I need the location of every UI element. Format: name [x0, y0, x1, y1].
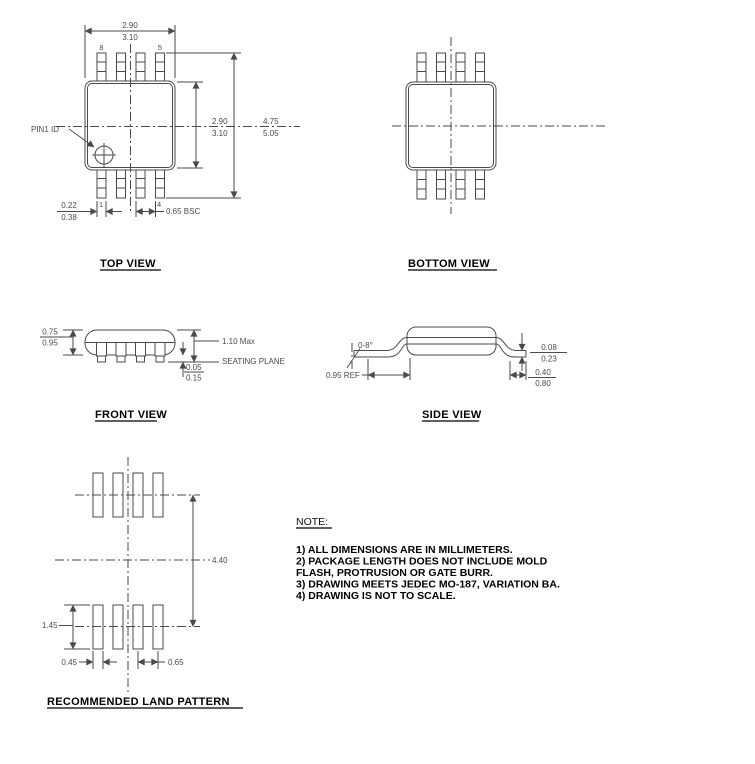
dim-pad-width: 0.45	[61, 658, 77, 667]
side-view-body	[407, 327, 496, 355]
seating-plane-label: SEATING PLANE	[222, 357, 285, 366]
dim-foot-max: 0.80	[535, 379, 551, 388]
side-view-label: SIDE VIEW	[422, 409, 482, 421]
dim-top-width-min: 2.90	[122, 21, 138, 30]
note-line-3: FLASH, PROTRUSION OR GATE BURR.	[296, 567, 493, 579]
note-line-1: 1) ALL DIMENSIONS ARE IN MILLIMETERS.	[296, 544, 513, 556]
pin-number-4: 4	[157, 200, 162, 209]
note-block	[296, 516, 560, 602]
side-view	[326, 327, 567, 421]
pin-number-8: 8	[99, 43, 104, 52]
dim-height-max: 1.10 Max	[222, 337, 255, 346]
dim-pad-pitch: 0.65	[168, 658, 184, 667]
land-pattern	[42, 457, 243, 708]
dim-lead-width-min: 0.22	[61, 201, 77, 210]
dim-body-thickness-min: 0.75	[42, 327, 58, 337]
dim-lead-ref: 0.95 REF	[326, 371, 360, 380]
top-view	[31, 21, 300, 270]
body-height-dimension	[177, 82, 203, 168]
dim-pad-span: 4.40	[212, 556, 228, 565]
lead-ref-dimension	[362, 358, 410, 380]
front-view-label: FRONT VIEW	[95, 409, 168, 421]
pad-height-dimension	[59, 605, 90, 649]
dim-lead-thickness-max: 0.23	[541, 354, 557, 364]
dim-body-height-max: 3.10	[212, 129, 228, 138]
dim-top-width-max: 3.10	[122, 33, 138, 42]
pin-number-1: 1	[99, 200, 104, 209]
dim-standoff-max: 0.15	[186, 373, 202, 383]
note-line-4: 3) DRAWING MEETS JEDEC MO-187, VARIATION BA.	[296, 578, 560, 591]
dim-standoff-min: 0.05	[186, 363, 202, 372]
note-heading: NOTE:	[296, 516, 329, 528]
front-view	[40, 328, 285, 422]
dim-body-height-min: 2.90	[212, 117, 228, 126]
dim-pitch: 0.65 BSC	[166, 207, 201, 216]
bottom-view	[392, 37, 608, 270]
dim-foot-min: 0.40	[535, 368, 551, 377]
land-pattern-label: RECOMMENDED LAND PATTERN	[47, 696, 230, 708]
note-line-2: 2) PACKAGE LENGTH DOES NOT INCLUDE MOLD	[296, 555, 548, 568]
lead-thickness-dimension	[522, 333, 567, 371]
dim-lead-width-max: 0.38	[61, 213, 77, 222]
pin1-id-label: PIN1 ID	[31, 125, 60, 134]
dim-pad-height: 1.45	[42, 621, 58, 630]
pad-pitch-dimension	[138, 651, 165, 669]
overall-height-dimension	[168, 330, 219, 362]
dim-lead-angle: 0-8°	[358, 341, 373, 350]
dim-body-thickness-max: 0.95	[42, 338, 58, 348]
pad-width-dimension	[79, 651, 117, 669]
bottom-view-label: BOTTOM VIEW	[408, 258, 490, 270]
dim-span-max: 5.05	[263, 129, 279, 138]
overall-span-dimension	[166, 53, 241, 198]
dim-lead-thickness-min: 0.08	[541, 343, 557, 352]
dim-span-min: 4.75	[263, 117, 279, 126]
pin-number-5: 5	[157, 43, 163, 52]
note-line-5: 4) DRAWING IS NOT TO SCALE.	[296, 590, 456, 602]
top-view-label: TOP VIEW	[100, 258, 156, 270]
